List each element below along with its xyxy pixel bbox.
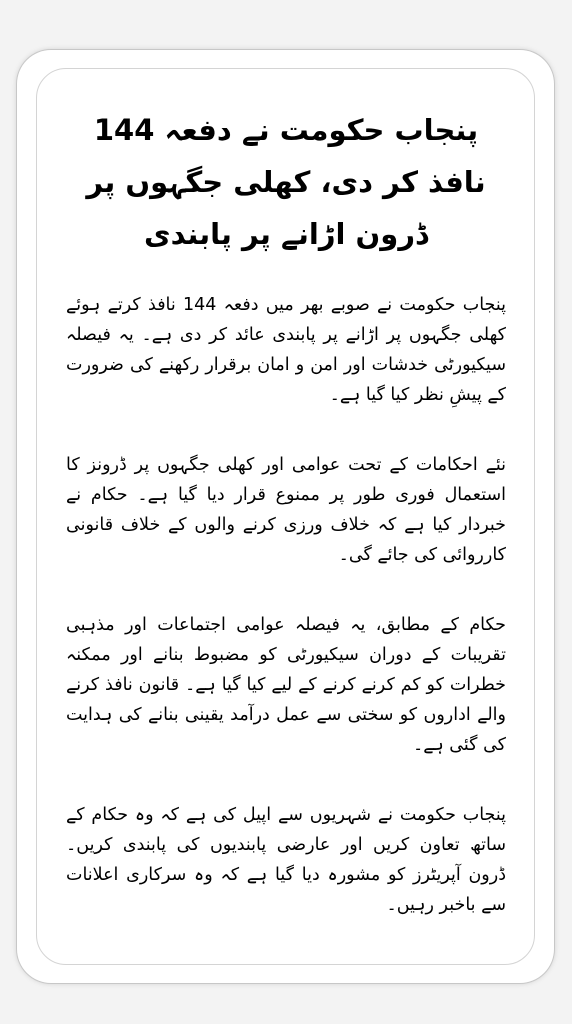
- article-paragraph-2: نئے احکامات کے تحت عوامی اور کھلی جگہوں پر ڈرونز کا استعمال فوری طور پر ممنوع قرار دیا گیا ہے۔ حکام نے خبردار کیا ہے کہ خلاف ورزی کرنے والوں کے خلاف قانونی کارروائی کی جائے گی۔: [66, 455, 506, 565]
- article-paragraph-4: پنجاب حکومت نے شہریوں سے اپیل کی ہے کہ وہ حکام کے ساتھ تعاون کریں اور عارضی پابندیوں کی پابندی کریں۔ ڈرون آپریٹرز کو مشورہ دیا گیا ہے کہ وہ سرکاری اعلانات سے باخبر رہیں۔: [66, 805, 506, 915]
- article-headline: پنجاب حکومت نے دفعہ 144 نافذ کر دی، کھلی جگہوں پر ڈرون اڑانے پر پابندی: [86, 113, 486, 251]
- article-paragraph-3: حکام کے مطابق، یہ فیصلہ عوامی اجتماعات اور مذہبی تقریبات کے دوران سیکیورٹی کو مضبوط بنانے اور ممکنہ خطرات کو کم کرنے کرنے کے لیے کیا گیا ہے۔ قانون نافذ کرنے والے اداروں کو سختی سے عمل درآمد یقینی بنانے کی ہدایت کی گئی ہے۔: [66, 615, 506, 755]
- article-paragraph-1: پنجاب حکومت نے صوبے بھر میں دفعہ 144 نافذ کرتے ہوئے کھلی جگہوں پر اڑانے پر پابندی عائد کر دی ہے۔ یہ فیصلہ سیکیورٹی خدشات اور امن و امان برقرار رکھنے کی ضرورت کے پیشِ نظر کیا گیا ہے۔: [66, 295, 506, 405]
- article-content: [66, 104, 506, 960]
